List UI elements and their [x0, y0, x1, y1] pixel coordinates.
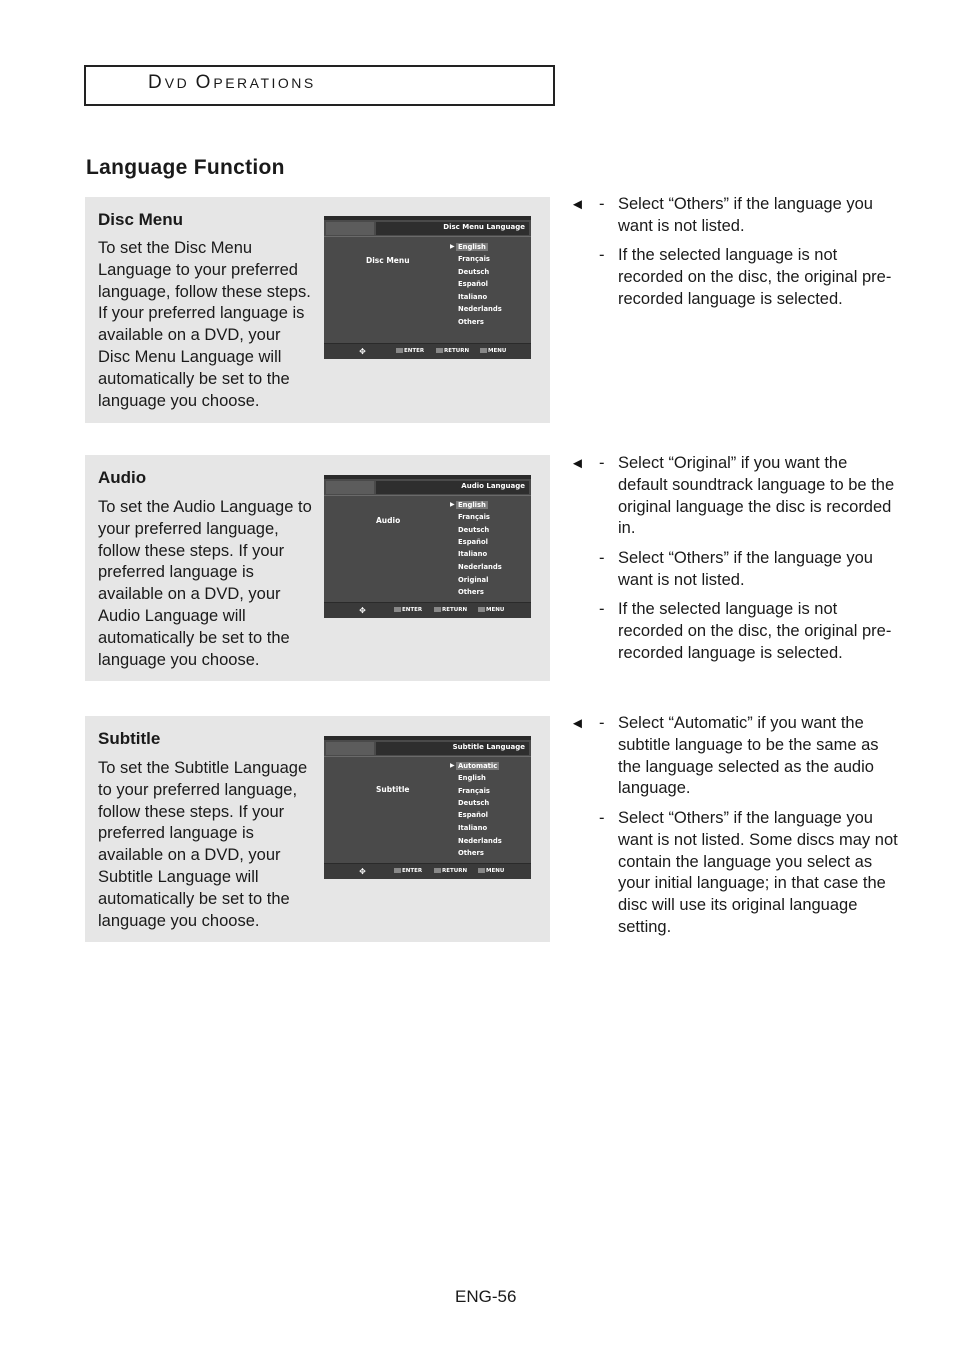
screen-title: Audio Language [461, 482, 525, 490]
screen-audio [324, 475, 531, 617]
enter-button-hint: ENTER [394, 868, 422, 874]
panel-heading: Subtitle [98, 729, 161, 748]
option-item[interactable]: Deutsch [458, 799, 490, 807]
screen-subtitle [324, 736, 531, 878]
panel-heading: Audio [98, 468, 147, 487]
option-item[interactable]: Nederlands [458, 305, 502, 313]
nav-arrows-icon: ✥ [359, 347, 366, 356]
nav-arrows-icon: ✥ [359, 867, 366, 876]
panel-heading: Disc Menu [98, 210, 184, 229]
option-item[interactable]: Original [458, 576, 489, 584]
option-item[interactable]: Deutsch [458, 268, 490, 276]
enter-button-hint: ENTER [394, 607, 422, 613]
screen-disc-menu [324, 216, 531, 358]
nav-arrows-icon: ✥ [359, 606, 366, 615]
selection-arrow-icon: ▶ [450, 762, 455, 769]
section-title: Language Function [86, 156, 285, 179]
menu-button-hint: MENU [480, 348, 506, 354]
panel-audio [85, 455, 550, 681]
option-item[interactable]: Nederlands [458, 837, 502, 845]
selection-arrow-icon: ▶ [450, 501, 455, 508]
screen-title: Disc Menu Language [443, 223, 525, 231]
option-item[interactable]: Deutsch [458, 526, 490, 534]
note-pointer-icon: ◄ [570, 455, 585, 472]
option-item[interactable]: Español [458, 538, 488, 546]
panel-subtitle [85, 716, 550, 942]
option-item[interactable]: Italiano [458, 293, 488, 301]
option-item[interactable]: Others [458, 849, 484, 857]
note-pointer-icon: ◄ [570, 196, 585, 213]
screen-label: Audio [376, 516, 401, 525]
enter-button-hint: ENTER [396, 348, 424, 354]
option-item[interactable]: English [458, 243, 486, 251]
option-item[interactable]: Nederlands [458, 563, 502, 571]
panel-body: To set the Disc Menu Language to your preferred language, follow these steps. If your preferred language is available on a DVD, your Disc Menu Language will automatically be set to the language you choose. [98, 239, 311, 410]
return-button-hint: RETURN [434, 607, 467, 613]
option-item[interactable]: Others [458, 318, 484, 326]
selection-arrow-icon: ▶ [450, 243, 455, 250]
screen-label: Disc Menu [366, 256, 410, 265]
menu-button-hint: MENU [478, 607, 504, 613]
panel-disc-menu [85, 197, 550, 423]
menu-button-hint: MENU [478, 868, 504, 874]
option-item[interactable]: English [458, 774, 486, 782]
panel-body: To set the Audio Language to your preferred language, follow these steps. If your preferred language is available on a DVD, your Audio Language will automatically be set to the language you choose. [98, 498, 312, 669]
option-item[interactable]: Others [458, 588, 484, 596]
return-button-hint: RETURN [434, 868, 467, 874]
chapter-header: DVD OPERATIONS [148, 72, 316, 93]
option-item[interactable]: Italiano [458, 824, 488, 832]
option-item[interactable]: Français [458, 787, 490, 795]
screen-title: Subtitle Language [452, 743, 525, 751]
panel-body: To set the Subtitle Language to your preferred language, follow these steps. If your preferred language is available on a DVD, your Subtitle Language will automatically be set to the language you choose. [98, 759, 308, 930]
option-item[interactable]: Français [458, 255, 490, 263]
option-item[interactable]: Español [458, 280, 488, 288]
option-item[interactable]: Automatic [458, 762, 498, 770]
option-item[interactable]: Italiano [458, 550, 488, 558]
page-number: ENG-56 [455, 1287, 517, 1306]
option-item[interactable]: English [458, 501, 486, 509]
screen-label: Subtitle [376, 785, 410, 794]
return-button-hint: RETURN [436, 348, 469, 354]
option-item[interactable]: Français [458, 513, 490, 521]
note-pointer-icon: ◄ [570, 715, 585, 732]
option-item[interactable]: Español [458, 811, 488, 819]
